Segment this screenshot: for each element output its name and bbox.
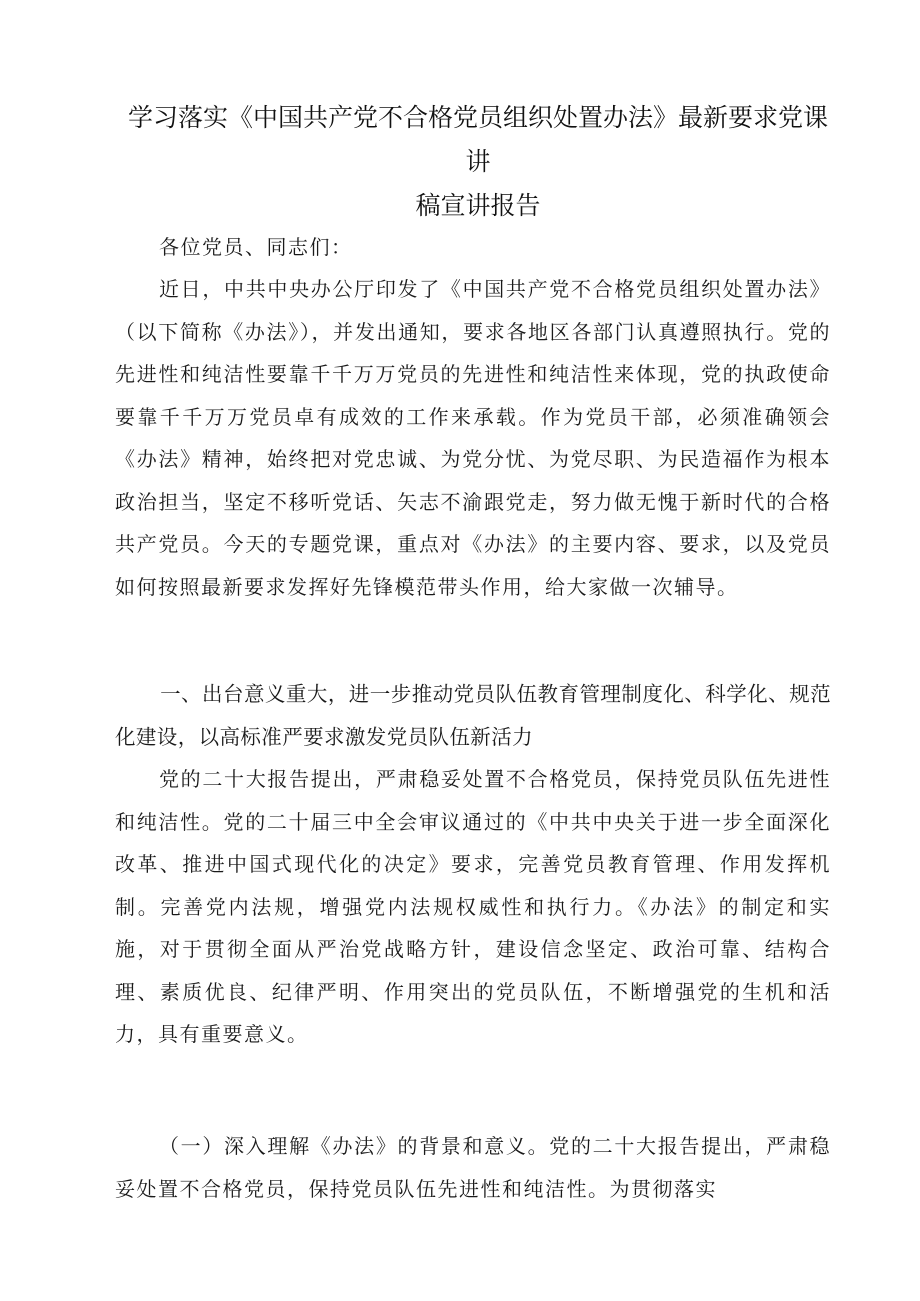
title-line-2: 稿宣讲报告 (415, 191, 541, 220)
intro-paragraph: 近日，中共中央办公厅印发了《中国共产党不合格党员组织处置办法》（以下简称《办法》），并发出通知，要求各地区各部门认真遵照执行。党的先进性和纯洁性要靠千千万万党员的先进性和纯洁性来体现，党的执政使命要靠千千万万党员卓有成效的工作来承载。作为党员干部，必须准确领会《办法》精神，始终把对党忠诚、为党分忧、为党尽职、为民造福作为根本政治担当，坚定不移听党话、矢志不渝跟党走，努力做无愧于新时代的合格共产党员。今天的专题党课，重点对《办法》的主要内容、要求，以及党员如何按照最新要求发挥好先锋模范带头作用，给大家做一次辅导。 (115, 277, 831, 599)
section-1-paragraph: 党的二十大报告提出，严肃稳妥处置不合格党员，保持党员队伍先进性和纯洁性。党的二十届三中全会审议通过的《中共中央关于进一步全面深化改革、推进中国式现代化的决定》要求，完善党员教育管理、作用发挥机制。完善党内法规，增强党内法规权威性和执行力。《办法》的制定和实施，对于贯彻全面从严治党战略方针，建设信念坚定、政治可靠、结构合理、素质优良、纪律严明、作用突出的党员队伍，不断增强党的生机和活力，具有重要意义。 (115, 767, 831, 1046)
document-title (118, 96, 838, 228)
greeting-paragraph: 各位党员、同志们： (159, 235, 353, 259)
title-line-1: 学习落实《中国共产党不合格党员组织处置办法》最新要求党课讲 (127, 103, 828, 176)
subsection-1-paragraph: （一）深入理解《办法》的背景和意义。党的二十大报告提出，严肃稳妥处置不合格党员，保持党员队伍先进性和纯洁性。为贯彻落实 (115, 1134, 831, 1201)
section-heading-1: 一、出台意义重大，进一步推动党员队伍教育管理制度化、科学化、规范化建设，以高标准严要求激发党员队伍新活力 (115, 682, 831, 749)
